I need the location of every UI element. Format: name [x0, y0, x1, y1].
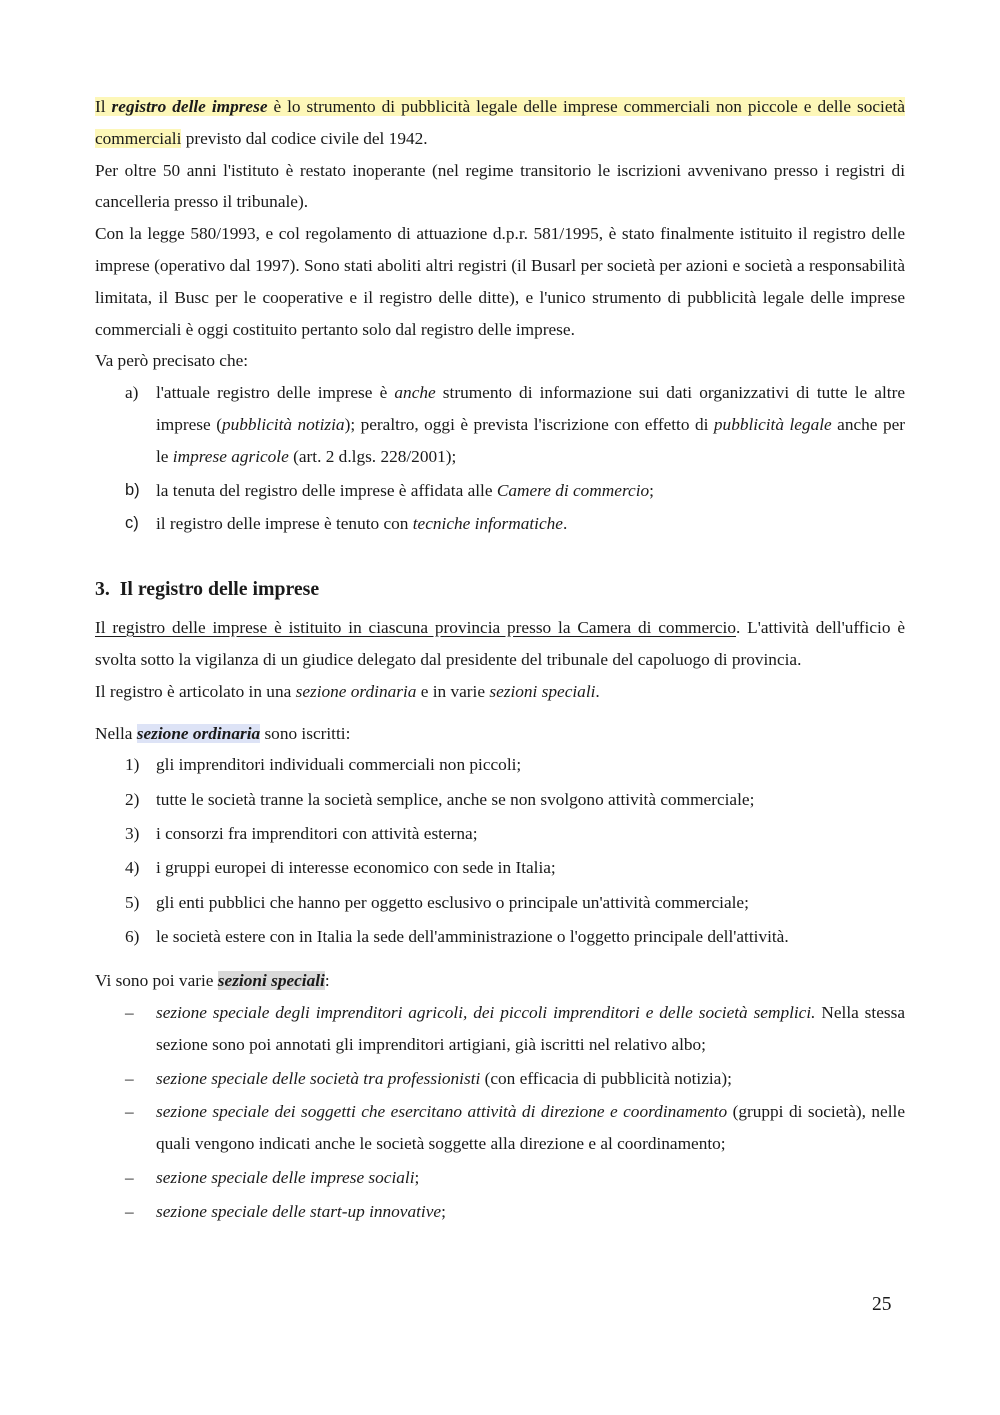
- list-marker: 3): [125, 823, 140, 843]
- section-heading: [95, 574, 905, 604]
- ordinary-list: [95, 749, 905, 952]
- list-item: – sezione speciale dei soggetti che esercitano attività di direzione e coordinamento (gruppi di società), nelle quali vengono indicati anche le società soggette alla direzione e al coordinamento;: [95, 1096, 905, 1160]
- highlight-definition: Il registro delle imprese è lo strumento di pubblicità legale delle imprese commerciali non piccole e delle società commerciali: [95, 97, 905, 148]
- intro-paragraph-3: Con la legge 580/1993, e col regolamento di attuazione d.p.r. 581/1995, è stato finalmente istituito il registro delle imprese (operativo dal 1997). Sono stati aboliti altri registri (il Busarl per società per azioni e società a responsabilità limitata, il Busc per le cooperative e il registro delle ditte), e l'unico strumento di pubblicità legale delle imprese commerciali è oggi costituito pertanto solo dal registro delle imprese.: [95, 224, 905, 339]
- alpha-list: [95, 377, 905, 540]
- list-marker: a): [125, 383, 139, 403]
- dash-marker: –: [125, 1002, 134, 1022]
- dash-marker: –: [125, 1102, 134, 1122]
- list-marker: 6): [125, 926, 140, 946]
- list-marker: c): [125, 514, 139, 533]
- special-intro: Vi sono poi varie sezioni speciali:: [95, 971, 330, 991]
- page-number: 25: [872, 1294, 892, 1315]
- special-list: [95, 997, 905, 1228]
- list-marker: 1): [125, 755, 140, 775]
- list-item: c) il registro delle imprese è tenuto con tecniche informatiche.: [95, 508, 905, 540]
- term-registro-delle-imprese: registro delle imprese: [111, 97, 268, 116]
- intro-paragraph-1: Il registro delle imprese è lo strumento di pubblicità legale delle imprese commerciali non piccole e delle società commerciali previsto dal codice civile del 1942.: [95, 97, 905, 148]
- list-item: b) la tenuta del registro delle imprese è affidata alle Camere di commercio;: [95, 475, 905, 507]
- section-number: 3.: [95, 578, 110, 601]
- list-item: 4) i gruppi europei di interesse economico con sede in Italia;: [95, 852, 905, 884]
- term-sezione-ordinaria: sezione ordinaria: [136, 723, 261, 743]
- list-item: 6) le società estere con in Italia la sede dell'amministrazione o l'oggetto principale dell'attività.: [95, 921, 905, 953]
- intro-paragraph-2: Per oltre 50 anni l'istituto è restato inoperante (nel regime transitorio le iscrizioni avvenivano presso i registri di cancelleria presso il tribunale).: [95, 160, 905, 212]
- section-paragraph-2: Il registro è articolato in una sezione ordinaria e in varie sezioni speciali.: [95, 681, 600, 701]
- list-item: a) l'attuale registro delle imprese è anche strumento di informazione sui dati organizzativi di tutte le altre imprese (pubblicità notizia); peraltro, oggi è prevista l'iscrizione con effetto di pubblicità legale anche per le imprese agricole (art. 2 d.lgs. 228/2001);: [95, 377, 905, 472]
- section-paragraph-3: Nella sezione ordinaria sono iscritti:: [95, 723, 351, 743]
- section-title: Il registro delle imprese: [119, 578, 320, 601]
- list-marker: 2): [125, 789, 140, 809]
- list-item: – sezione speciale delle società tra professionisti (con efficacia di pubblicità notizia);: [95, 1063, 905, 1095]
- page-content: [95, 91, 905, 1230]
- underlined-statement: Il registro delle imprese è istituito in ciascuna provincia presso la Camera di commercio: [95, 618, 736, 638]
- list-item: 5) gli enti pubblici che hanno per oggetto esclusivo o principale un'attività commerciale;: [95, 887, 905, 919]
- section-paragraph-1: Il registro delle imprese è istituito in ciascuna provincia presso la Camera di commercio. L'attività dell'ufficio è svolta sotto la vigilanza di un giudice delegato dal presidente del tribunale del capoluogo di provincia.: [95, 618, 905, 669]
- intro-paragraph-4: Va però precisato che:: [95, 351, 249, 371]
- dash-marker: –: [125, 1201, 134, 1221]
- list-marker: 4): [125, 858, 140, 878]
- list-item: 3) i consorzi fra imprenditori con attività esterna;: [95, 818, 905, 850]
- dash-marker: –: [125, 1167, 134, 1187]
- list-marker: 5): [125, 892, 140, 912]
- list-item: 2) tutte le società tranne la società semplice, anche se non svolgono attività commerciale;: [95, 784, 905, 816]
- term-sezioni-speciali: sezioni speciali: [217, 971, 325, 991]
- list-marker: b): [125, 480, 140, 499]
- list-item: – sezione speciale delle imprese sociali;: [95, 1162, 905, 1194]
- list-item: – sezione speciale degli imprenditori agricoli, dei piccoli imprenditori e delle società semplici. Nella stessa sezione sono poi annotati gli imprenditori artigiani, già iscritti nel relativo albo;: [95, 997, 905, 1061]
- list-item: – sezione speciale delle start-up innovative;: [95, 1196, 905, 1228]
- list-item: 1) gli imprenditori individuali commerciali non piccoli;: [95, 749, 905, 781]
- dash-marker: –: [125, 1068, 134, 1088]
